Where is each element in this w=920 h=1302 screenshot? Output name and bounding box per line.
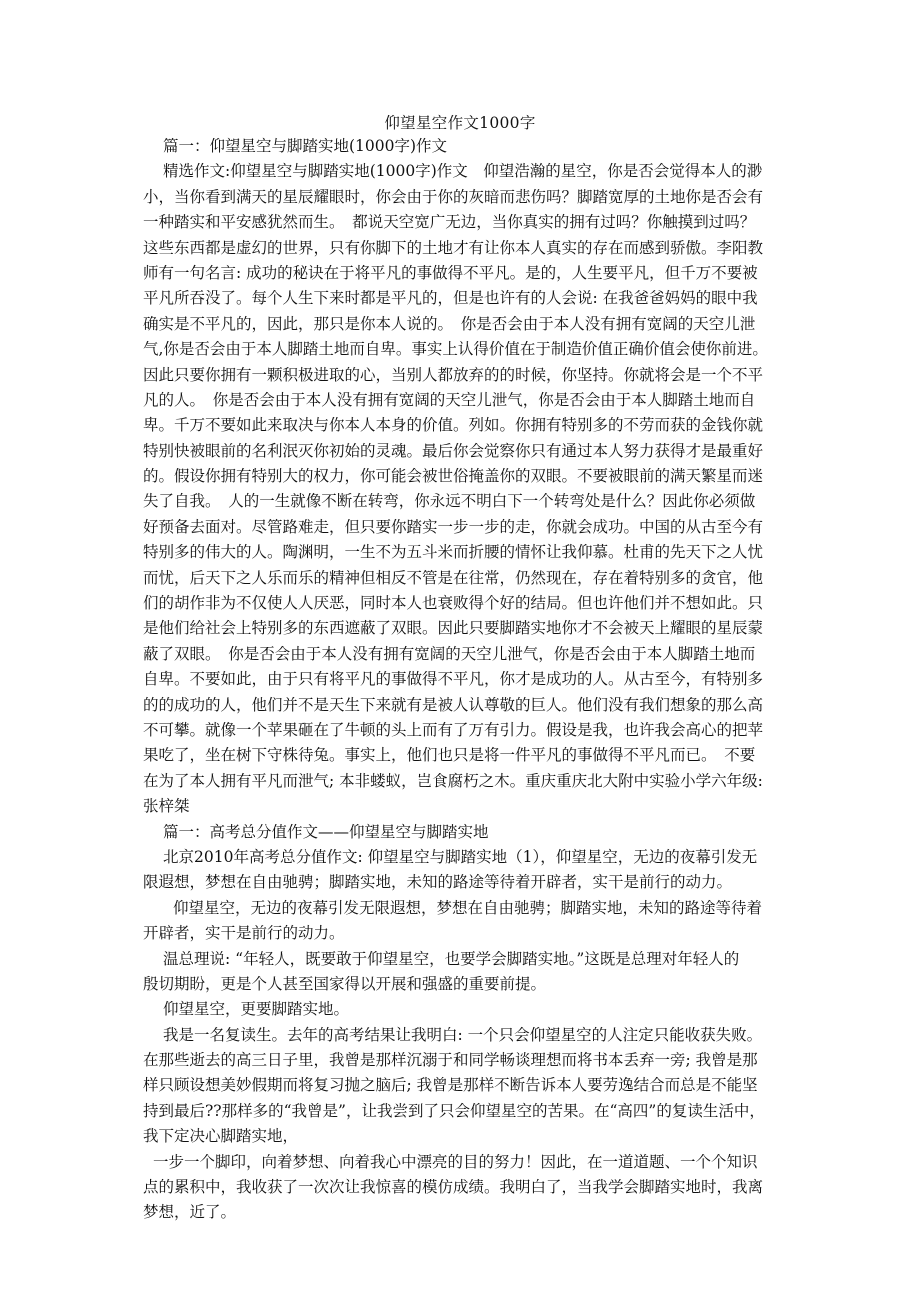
text-line: 是他们给社会上特别多的东西遮蔽了双眼。因此只要脚踏实地你才不会被天上耀眼的星辰蒙 (143, 619, 764, 638)
text-line: 北京2010年高考总分值作文: 仰望星空与脚踏实地（1），仰望星空，无边的夜幕引发无 (163, 847, 758, 866)
text-line: 师有一句名言: 成功的秘诀在于将平凡的事做得不平凡。是的，人生要平凡，但千万不要被 (143, 263, 758, 282)
text-line: 们的胡作非为不仅使人人厌恶，同时本人也衰败得个好的结局。但也许他们并不想如此。只 (143, 594, 764, 613)
text-line: 精选作文:仰望星空与脚踏实地(1000字)作文 仰望浩瀚的星空，你是否会觉得本人的渺 (163, 162, 763, 181)
text-line: 点的累积中，我收获了一次次让我惊喜的模仿成绩。我明白了，当我学会脚踏实地时，我离 (143, 1178, 764, 1197)
text-line: 在那些逝去的高三日子里，我曾是那样沉溺于和同学畅谈理想而将书本丢弃一旁; 我曾是那 (143, 1051, 758, 1070)
document-title: 仰望星空作文1000字 (384, 114, 536, 132)
text-line: 篇一：仰望星空与脚踏实地(1000字)作文 (163, 137, 448, 155)
text-line: 失了自我。 人的一生就像不断在转弯，你永远不明白下一个转弯处是什么？因此你必须做 (143, 492, 756, 511)
text-line: 的。假设你拥有特别大的权力，你可能会被世俗掩盖你的双眼。不要被眼前的满天繁星而迷 (143, 467, 764, 486)
text-line: 梦想，近了。 (143, 1203, 237, 1222)
text-line: 卑。千万不要如此来取决与你本人本身的价值。列如。你拥有特别多的不劳而获的金钱你就 (143, 416, 764, 435)
text-line: 在为了本人拥有平凡而泄气; 本非蝼蚁，岂食腐朽之木。重庆重庆北大附中实验小学六年级: (143, 771, 763, 790)
text-line: 这些东西都是虚幻的世界，只有你脚下的土地才有让你本人真实的存在而感到骄傲。李阳教 (143, 238, 764, 257)
text-line: 开辟者，实干是前行的动力。 (143, 924, 345, 943)
text-line: 一步一个脚印，向着梦想、向着我心中漂亮的目的努力！因此，在一道道题、一个个知识 (153, 1152, 758, 1171)
text-line: 温总理说: “年轻人，既要敢于仰望星空，也要学会脚踏实地。”这既是总理对年轻人的 (163, 949, 740, 968)
text-line: 殷切期盼，更是个人甚至国家得以开展和强盛的重要前提。 (143, 974, 547, 993)
text-line: 平凡所吞没了。每个人生下来时都是平凡的，但是也许有的人会说: 在我爸爸妈妈的眼中我 (143, 289, 758, 308)
text-line: 一种踏实和平安感犹然而生。 都说天空宽广无边，当你真实的拥有过吗？你触摸到过吗？ (143, 213, 756, 232)
text-line: 果吃了，坐在树下守株待兔。事实上，他们也只是将一件平凡的事做得不平凡而已。 不要 (143, 746, 756, 765)
text-line: 气,你是否会由于本人脚踏土地而自卑。事实上认得价值在于制造价值正确价值会使你前进。 (143, 340, 768, 359)
text-line: 自卑。不要如此，由于只有将平凡的事做得不平凡，你才是成功的人。从古至今，有特别多 (143, 670, 764, 689)
text-line: 样只顾设想美妙假期而将复习抛之脑后; 我曾是那样不断告诉本人要劳逸结合而总是不能坚 (143, 1076, 758, 1095)
text-line: 确实是不平凡的，因此，那只是你本人说的。 你是否会由于本人没有拥有宽阔的天空儿泄 (143, 314, 756, 333)
document-body (143, 134, 788, 1226)
text-line: 仰望星空，更要脚踏实地。 (163, 1000, 350, 1019)
text-line: 小，当你看到满天的星辰耀眼时，你会由于你的灰暗而悲伤吗？脚踏宽厚的土地你是否会有 (143, 187, 764, 206)
text-line: 特别多的伟大的人。陶渊明，一生不为五斗米而折腰的情怀让我仰慕。杜甫的先天下之人忧 (143, 543, 764, 562)
text-line: 因此只要你拥有一颗积极进取的心，当别人都放弃的的时候，你坚持。你就将会是一个不平 (143, 365, 764, 384)
text-line: 我是一名复读生。去年的高考结果让我明白: 一个只会仰望星空的人注定只能收获失败。 (163, 1025, 763, 1044)
text-line: 而忧，后天下之人乐而乐的精神但相反不管是在往常，仍然现在，存在着特别多的贪官，他 (143, 568, 764, 587)
text-line: 篇一：高考总分值作文——仰望星空与脚踏实地 (163, 822, 489, 841)
text-line: 不可攀。就像一个苹果砸在了牛顿的头上而有了万有引力。假设是我，也许我会高心的把苹 (143, 720, 764, 739)
text-line: 好预备去面对。尽管路难走，但只要你踏实一步一步的走，你就会成功。中国的从古至今有 (143, 517, 764, 536)
text-line: 持到最后??那样多的“我曾是”，让我尝到了只会仰望星空的苦果。在“高四”的复读生活中， (143, 1101, 765, 1120)
text-line: 我下定决心脚踏实地， (143, 1127, 299, 1146)
text-line: 的的成功的人，他们并不是天生下来就有是被人认尊敬的巨人。他们没有我们想象的那么高 (143, 695, 764, 714)
text-line: 凡的人。 你是否会由于本人没有拥有宽阔的天空儿泄气，你是否会由于本人脚踏土地而自 (143, 390, 756, 409)
text-line: 限遐想，梦想在自由驰骋；脚踏实地，未知的路途等待着开辟者，实干是前行的动力。 (143, 873, 733, 892)
text-line: 特别快被眼前的名利泯灭你初始的灵魂。最后你会觉察你只有通过本人努力获得才是最重好 (143, 441, 764, 460)
text-line: 蔽了双眼。 你是否会由于本人没有拥有宽阔的天空儿泄气，你是否会由于本人脚踏土地而 (143, 644, 756, 663)
text-line: 仰望星空，无边的夜幕引发无限遐想，梦想在自由驰骋；脚踏实地，未知的路途等待着 (173, 898, 763, 917)
text-line: 张梓桀 (143, 797, 190, 816)
